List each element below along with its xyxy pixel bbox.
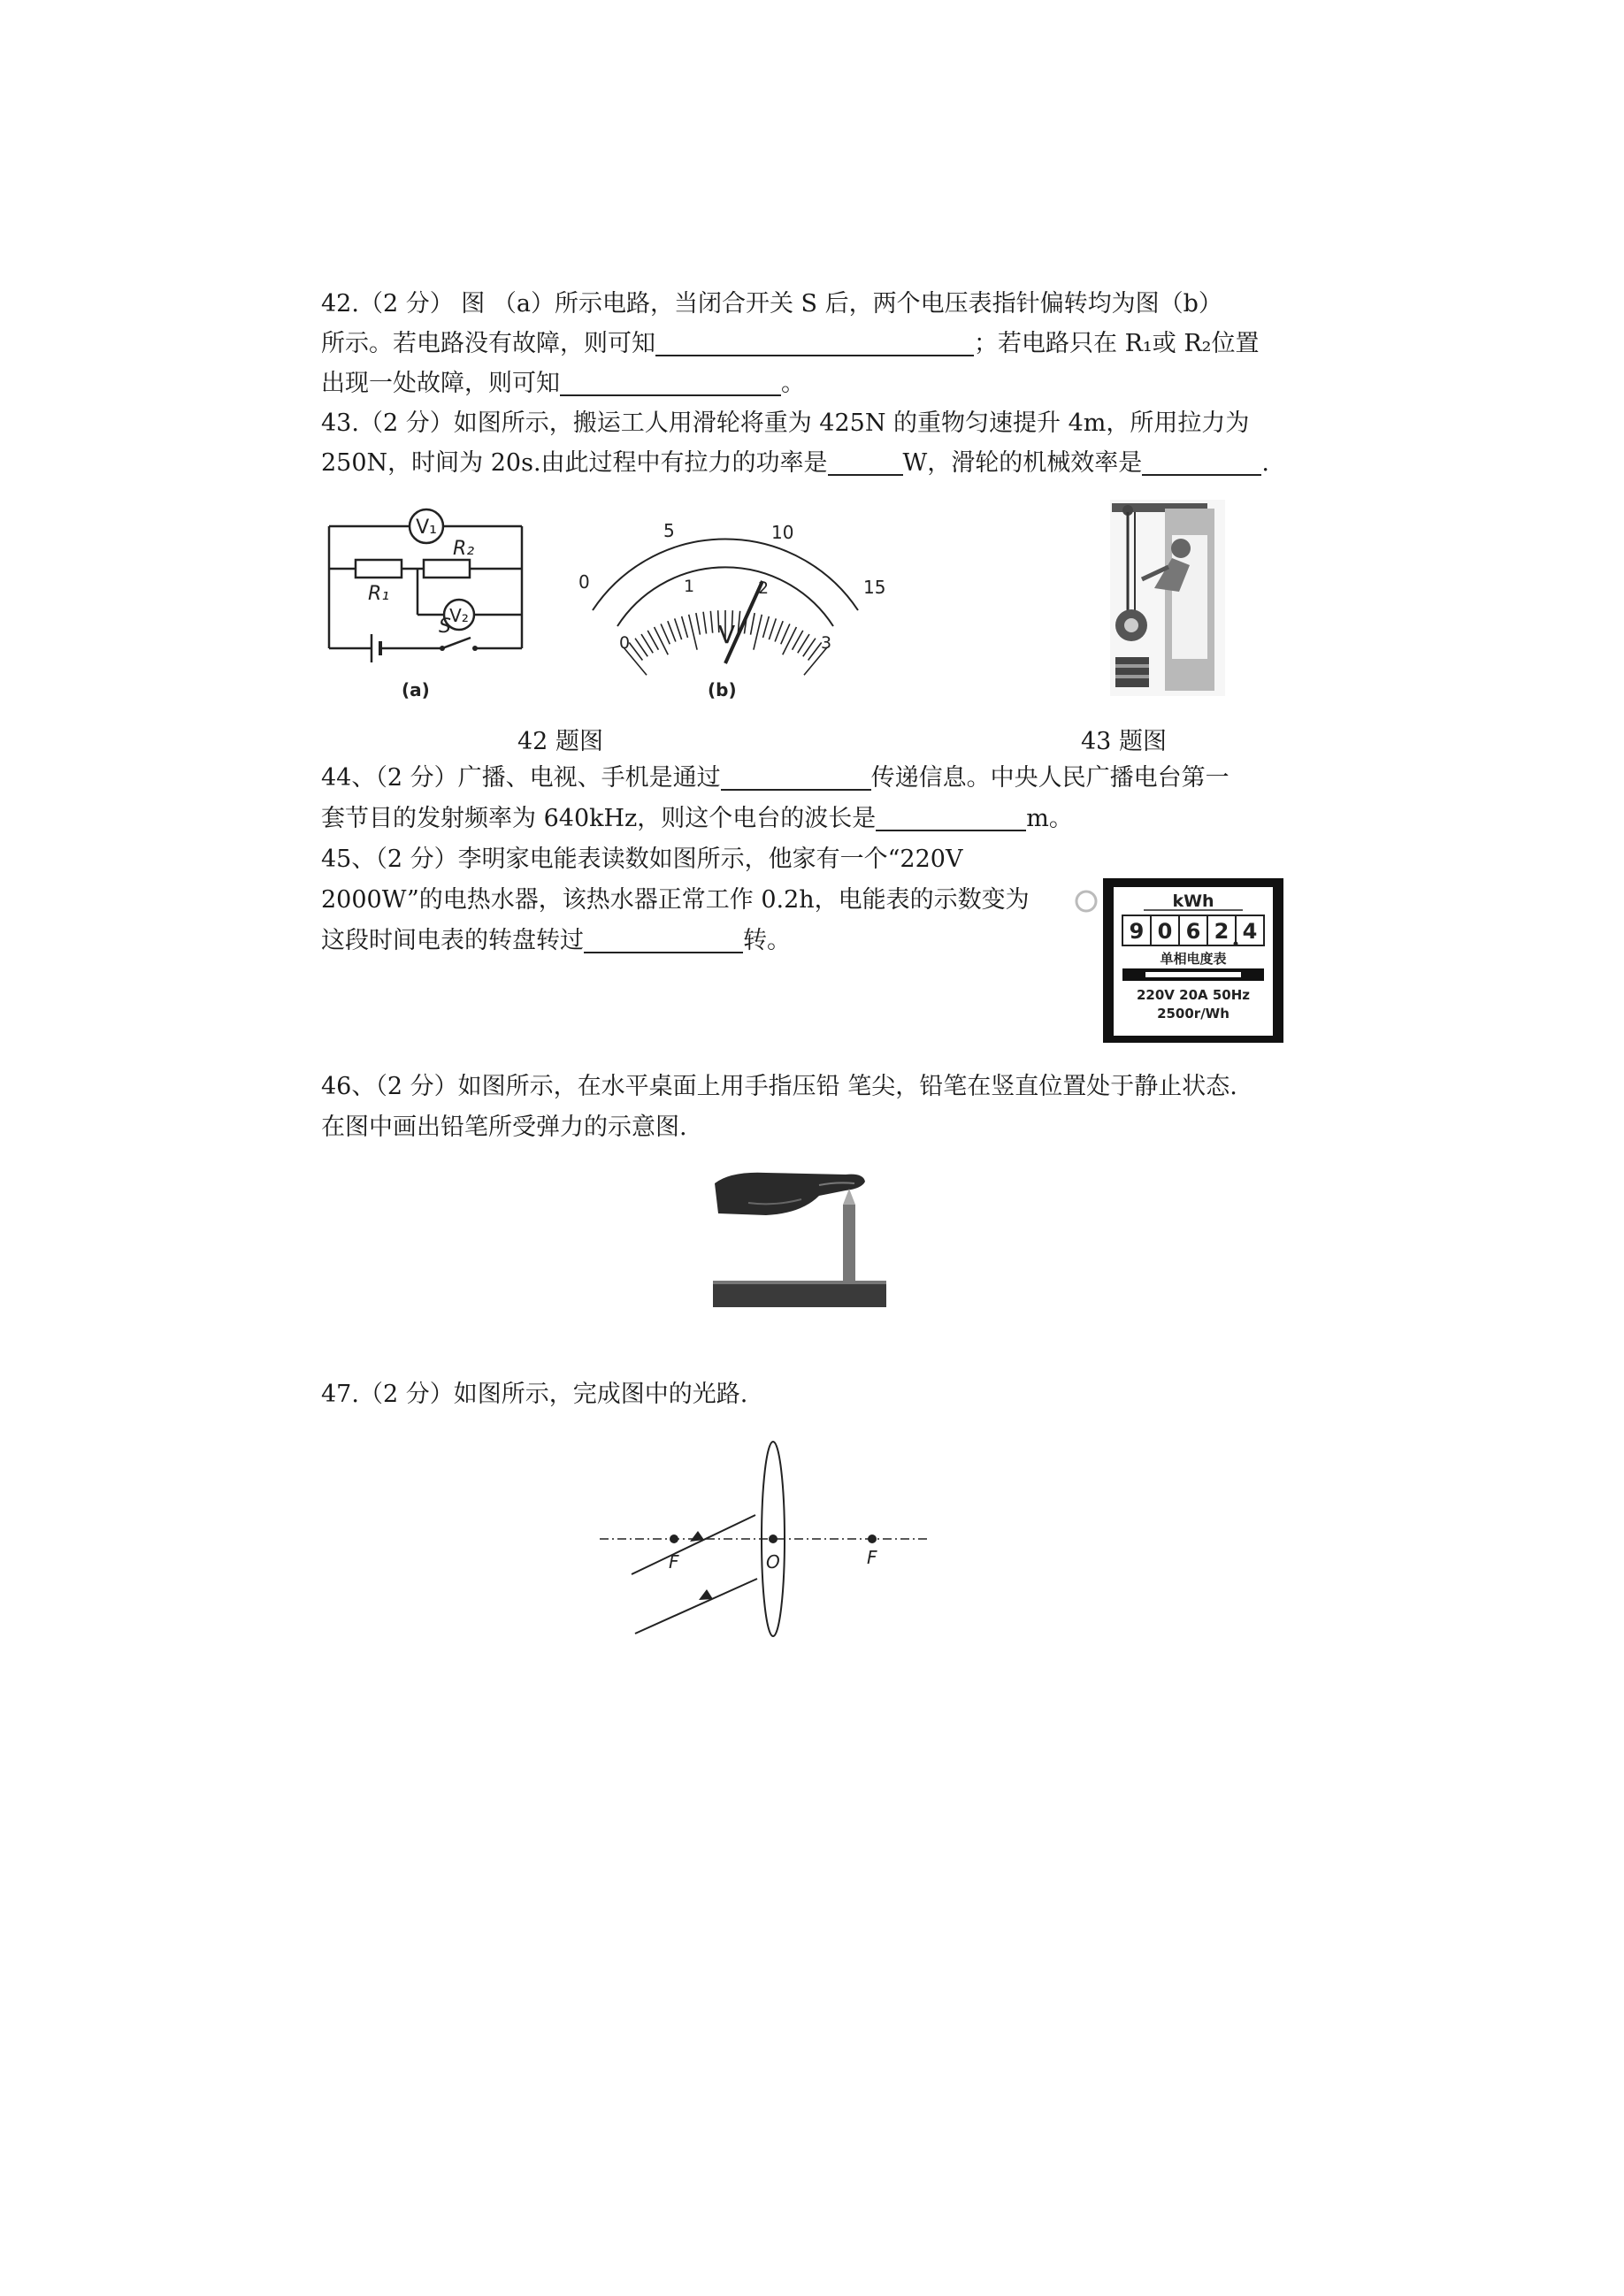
pulley-photo (1110, 500, 1225, 696)
focus-left-label: F (669, 1551, 679, 1573)
dial-tick (769, 618, 776, 639)
q42-answer-blank-1[interactable] (655, 328, 974, 356)
energy-meter (1075, 871, 1287, 1048)
dial-tick (668, 621, 676, 641)
circuit-diagram (320, 500, 541, 712)
dial-tick (775, 621, 783, 641)
upper-tick-10: 10 (771, 522, 794, 543)
upper-tick-0: 0 (578, 571, 590, 593)
q44-line1-text-b: 传递信息。中央人民广播电台第一 (870, 764, 1229, 792)
voltmeter-dial (566, 500, 893, 712)
q46-line2: 在图中画出铅笔所受弹力的示意图. (321, 1114, 687, 1141)
q46-line1: 46、（2 分）如图所示，在水平桌面上用手指压铅 笔尖，铅笔在竖直位置处于静止状态. (321, 1073, 1237, 1100)
q42-line2-text-a: 所示。若电路没有故障，则可知 (321, 330, 655, 357)
dial-tick (763, 616, 770, 638)
q44-medium-blank[interactable] (721, 762, 871, 791)
dial-tick (754, 615, 762, 650)
r1-label: R₁ (368, 583, 390, 605)
dial-tick (689, 615, 697, 650)
r2-label: R₂ (453, 538, 475, 560)
dial-tick (675, 618, 682, 639)
q42-line3-text-b: 。 (781, 370, 805, 397)
lower-tick-2: 2 (758, 578, 770, 598)
caption-43: 43 题图 (1081, 728, 1167, 755)
q44-line1-text-a: 44、（2 分）广播、电视、手机是通过 (321, 764, 721, 792)
lens-diagram (598, 1437, 934, 1649)
lower-tick-3: 3 (821, 633, 832, 653)
meter-spec-2: 2500r/Wh (1157, 1006, 1229, 1022)
meter-spec-1: 220V 20A 50Hz (1136, 987, 1251, 1003)
meter-digit-decimal: 4 (1242, 919, 1258, 944)
dial-tick (751, 613, 755, 635)
meter-digit-2: 0 (1157, 919, 1173, 944)
q42-line3-text-a: 出现一处故障，则可知 (321, 370, 560, 397)
focus-right-label: F (867, 1547, 877, 1568)
dial-tick (661, 624, 670, 644)
q45-line3-text-b: 转。 (743, 927, 791, 954)
q43-line2-text-b: W，滑轮的机械效率是 (902, 449, 1143, 477)
q45-line3-text-a: 这段时间电表的转盘转过 (321, 927, 584, 954)
switch-label: S (439, 616, 451, 638)
q43-line2-text-c: . (1261, 449, 1269, 477)
dial-tick (710, 611, 712, 633)
meter-digit-1: 9 (1129, 919, 1145, 944)
q44-line2-text-a: 套节目的发射频率为 640kHz，则这个电台的波长是 (321, 805, 877, 832)
dial-tick (703, 612, 706, 634)
figure-b-label: (b) (708, 679, 737, 700)
q42-line2 (321, 325, 1312, 364)
q45-revolutions-blank[interactable] (584, 925, 743, 953)
meter-unit: kWh (1172, 892, 1214, 911)
q42-answer-blank-2[interactable] (560, 368, 781, 396)
q42-line2-text-b: ；若电路只在 R₁或 R₂位置 (974, 330, 1260, 357)
q43-line2 (321, 444, 1312, 483)
lower-tick-1: 1 (684, 577, 695, 596)
q45-line1: 45、（2 分）李明家电能表读数如图所示，他家有一个“220V (321, 846, 963, 873)
upper-tick-5: 5 (663, 520, 675, 541)
figure-a-label: (a) (402, 679, 430, 700)
q43-power-blank[interactable] (828, 448, 903, 476)
voltmeter-symbol: V (718, 620, 736, 649)
dial-tick (783, 627, 797, 654)
q44-wavelength-blank[interactable] (876, 803, 1026, 831)
q42-line3 (321, 364, 1312, 403)
dial-tick (682, 616, 688, 638)
upper-tick-15: 15 (863, 577, 886, 598)
optical-center-label: O (766, 1551, 780, 1573)
q43-line2-text-a: 250N，时间为 20s.由此过程中有拉力的功率是 (321, 449, 828, 477)
q47-line1: 47.（2 分）如图所示，完成图中的光路. (321, 1381, 748, 1408)
q43-line1: 43.（2 分）如图所示，搬运工人用滑轮将重为 425N 的重物匀速提升 4m，所用拉力为 (321, 409, 1250, 437)
dial-tick (781, 624, 790, 644)
q44-line1 (321, 759, 1312, 798)
meter-digit-3: 6 (1185, 919, 1201, 944)
q44-line2 (321, 800, 1312, 838)
meter-digit-4: 2 (1214, 919, 1229, 944)
dial-tick (655, 627, 669, 654)
v2-label: V₂ (449, 605, 469, 626)
caption-42: 42 题图 (517, 728, 603, 755)
q44-line2-text-b: m。 (1026, 805, 1073, 832)
dial-tick (696, 613, 701, 635)
q45-line2: 2000W”的电热水器，该热水器正常工作 0.2h，电能表的示数变为 (321, 886, 1030, 914)
v1-label: V₁ (416, 517, 437, 539)
q43-efficiency-blank[interactable] (1142, 448, 1261, 476)
meter-name: 单相电度表 (1160, 951, 1227, 967)
pencil-figure (713, 1167, 886, 1309)
lower-tick-0: 0 (619, 633, 631, 653)
q42-line1: 42.（2 分） 图 （a）所示电路，当闭合开关 S 后，两个电压表指针偏转均为图（b） (321, 290, 1222, 318)
